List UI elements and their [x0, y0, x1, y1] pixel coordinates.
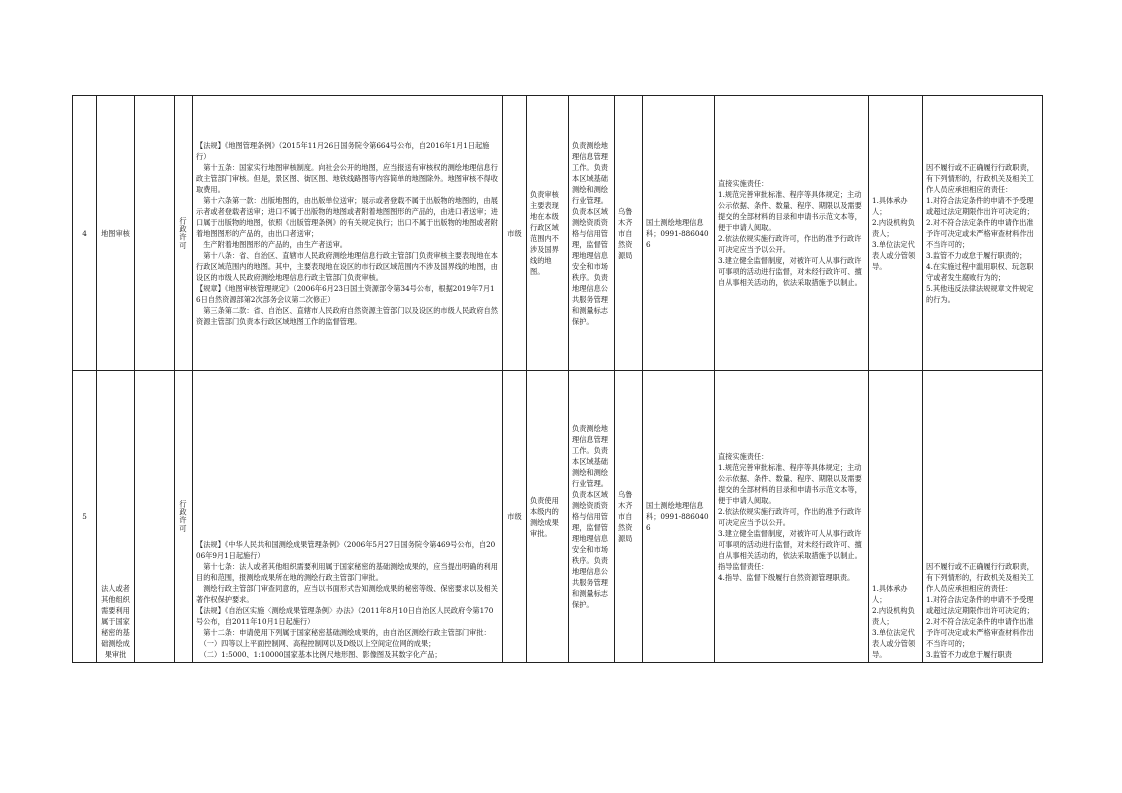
- power-type: 行政许可: [175, 96, 193, 371]
- responsible-department: 乌鲁木齐市自然资源局: [615, 96, 643, 371]
- department-duty: 负责测绘地理信息管理工作。负责本区域基础测绘和测绘行业管理。负责本区域测绘资质资格与信用管理，监督管理地理信息安全和市场秩序。负责地理信息公共服务管理和测量标志保护。: [569, 371, 615, 663]
- table-row: [73, 371, 1043, 663]
- row-number: 5: [73, 371, 97, 663]
- responsibility-table-sheet: [72, 95, 1042, 659]
- department-duty: 负责测绘地理信息管理工作。负责本区域基础测绘和测绘行业管理。负责本区域测绘资质资格与信用管理，监督管理地理信息安全和市场秩序。负责地理信息公共服务管理和测量标志保护。: [569, 96, 615, 371]
- responsibility-subject: 1.具体承办人； 2.内设机构负责人； 3.单位法定代表人或分管领导。: [869, 371, 923, 663]
- level-scope: 负责审核主要表现地在本级行政区域范围内不涉及国界线的地图。: [527, 96, 569, 371]
- responsibility-subject: 1.具体承办人； 2.内设机构负责人； 3.单位法定代表人或分管领导。: [869, 96, 923, 371]
- row-number: 4: [73, 96, 97, 371]
- responsible-office: 国土测绘地理信息科；0991-8860406: [643, 371, 715, 663]
- item-name: 法人或者其他组织需要利用属于国家秘密的基础测绘成果审批: [97, 371, 135, 663]
- responsible-office: 国土测绘地理信息科；0991-8860406: [643, 96, 715, 371]
- responsibility-items: 直接实施责任： 1.规范完善审批标准、程序等具体规定；主动公示依据、条件、数量、程序、期限以及需要提交的全部材料的目录和申请书示范文本等，便于申请人阅取。 2.依法依规实施行政许可，作出的准予行政许可决定应当予以公开。 3.建立健全监督制度，对被许可人从事行政许可事项的活动进行监督，对未经行政许可、擅自从事相关活动的，依法采取措施予以制止。: [715, 96, 869, 371]
- sub-item: [135, 96, 175, 371]
- exercise-level: 市级: [503, 96, 527, 371]
- legal-basis: 【法规】《地图管理条例》（2015年11月26日国务院令第664号公布，自2016年1月1日起施行） 第十五条：国家实行地图审核制度。向社会公开的地图，应当报送有审核权的测绘地理信息行政主管部门审核。但是，景区图、街区图、地铁线路图等内容简单的地图除外。地图审核不得收取费用。 第十六条第一款：出版地图的，由出版单位送审；展示或者登载不属于出版物的地图的，由展示者或者登载者送审；进口不属于出版物的地图或者附着地图图形的产品的，由进口者送审；进口属于出版物的地图，依照《出版管理条例》的有关规定执行；出口不属于出版物的地图或者附着地图图形的产品的，由出口者送审； 生产附着地图图形的产品的，由生产者送审。 第十八条：省、自治区、直辖市人民政府测绘地理信息行政主管部门负责审核主要表现地在本行政区域范围内的地图。其中，主要表现地在设区的市行政区域范围内不涉及国界线的地图，由设区的市级人民政府测绘地理信息行政主管部门负责审核。 【规章】《地图审核管理规定》（2006年6月23日国土资源部令第34号公布，根据2019年7月16日自然资源部第2次部务会议第二次修正） 第三条第二款：省、自治区、直辖市人民政府自然资源主管部门以及设区的市级人民政府自然资源主管部门负责本行政区域地图工作的监督管理。: [193, 96, 503, 371]
- accountability-situations: 因不履行或不正确履行行政职责，有下列情形的，行政机关及相关工作人员应承担相应的责任： 1.对符合法定条件的申请不予受理或超过法定期限作出许可决定的； 2.对不符合法定条件的申请作出准予许可决定或未严格审查材料作出不当许可的； 3.监管不力或怠于履行职责: [923, 371, 1043, 663]
- exercise-level: 市级: [503, 371, 527, 663]
- accountability-situations: 因不履行或不正确履行行政职责，有下列情形的，行政机关及相关工作人员应承担相应的责任： 1.对符合法定条件的申请不予受理或超过法定期限作出许可决定的； 2.对不符合法定条件的申请作出准予许可决定或未严格审查材料作出不当许可的； 3.监管不力或怠于履行职责的； 4.在实施过程中滥用职权、玩忽职守或者发生腐败行为的； 5.其他违反法律法规规章文件规定的行为。: [923, 96, 1043, 371]
- responsible-department: 乌鲁木齐市自然资源局: [615, 371, 643, 663]
- item-name: 地图审核: [97, 96, 135, 371]
- sub-item: [135, 371, 175, 663]
- legal-basis: 【法规】《中华人民共和国测绘成果管理条例》（2006年5月27日国务院令第469号公布，自2006年9月1日起施行） 第十七条：法人或者其他组织需要利用属于国家秘密的基础测绘成果的，应当提出明确的利用目的和范围，报测绘成果所在地的测绘行政主管部门审批。 测绘行政主管部门审查同意的，应当以书面形式告知测绘成果的秘密等级、保密要求以及相关著作权保护要求。 【法规】《自治区实施〈测绘成果管理条例〉办法》（2011年8月10日自治区人民政府令第170号公布，自2011年10月1日起施行） 第十二条：申请使用下列属于国家秘密基础测绘成果的，由自治区测绘行政主管部门审批： （一）四等以上平面控制网、高程控制网以及D级以上空间定位网的成果； （二）1:5000、1:10000国家基本比例尺地形图、影像图及其数字化产品；: [193, 371, 503, 663]
- responsibility-items: 直接实施责任： 1.规范完善审批标准、程序等具体规定；主动公示依据、条件、数量、程序、期限以及需要提交的全部材料的目录和申请书示范文本等，便于申请人阅取。 2.依法依规实施行政许可，作出的准予行政许可决定应当予以公开。 3.建立健全监督制度，对被许可人从事行政许可事项的活动进行监督，对未经行政许可、擅自从事相关活动的，依法采取措施予以制止。 指导监督责任： 4.指导、监督下级履行自然资源管理职责。: [715, 371, 869, 663]
- level-scope: 负责使用本级内的测绘成果审批。: [527, 371, 569, 663]
- responsibility-table: [72, 95, 1043, 663]
- power-type: 行政许可: [175, 371, 193, 663]
- table-row: [73, 96, 1043, 371]
